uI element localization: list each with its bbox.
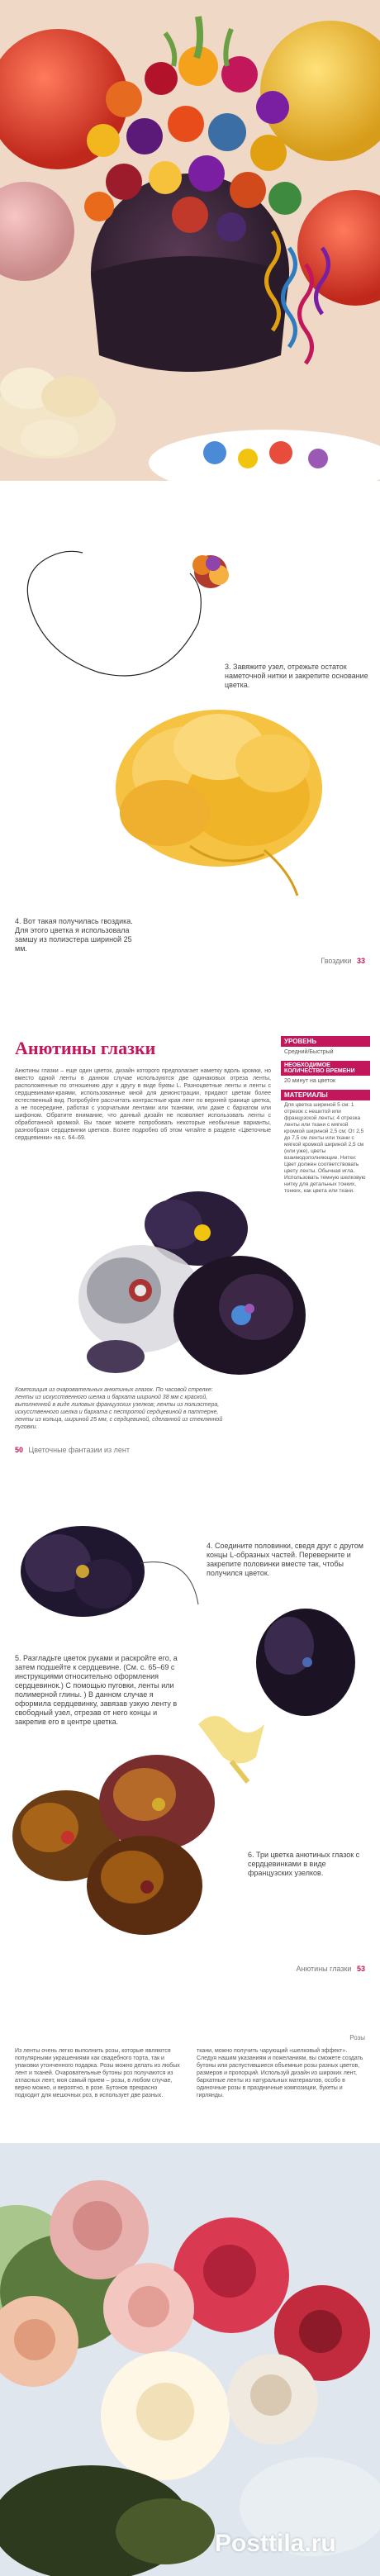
ribbon-knot <box>198 1716 264 1782</box>
page-pansies-steps <box>0 1522 380 1986</box>
roses-text-right: ткани, можно получить чарующий «шелковый эффект». Следуя нашим указаниям и пожеланиям, вы сможете создать бутоны или распустившиеся объемные розы разных цветов, размеров и пропорций. Используй дизайн из широких лент, бархатные ленты из натуральных материалов, особо в одиночные розы в праздничные композиции, букеты и гирлянды. <box>197 2048 363 2098</box>
pansy-step-4-flower <box>21 1526 198 1617</box>
footer-label: Цветочные фантазии из лент <box>28 1446 131 1454</box>
pansy-step-5-flower <box>256 1609 355 1716</box>
step-4-text: 4. Вот такая получилась гвоздика. Для этого цветка я использовала замшу из полиэстера шириной 25 мм. <box>15 917 133 953</box>
step-3-text: 3. Завяжите узел, отрежьте остаток наметочной нитки и закрепите основание цветка. <box>225 663 368 689</box>
page-gap <box>0 481 380 524</box>
sidebar-materials-value: Для цветка шириной 5 см: 1 отрезок с нешитой или французской ленты; 4 отрезка ленты или ткани с мягкой кромкой шириной 2,5 см; От 2,5 до 7,5 см ленты или ткани с мягкой кромкой шириной 2,5 см (или уже), цветы взаимодополняющие. Нитки: Цвет должен соответствовать цвету ленты. Обычная игла. Использовать темную шелковую нитку для детальных тонких, тонких, как цвета или ткани. <box>284 1102 366 1194</box>
small-carnation-flower <box>192 555 229 588</box>
page-pansies-intro <box>0 1018 380 1467</box>
page-roses <box>0 2027 380 2576</box>
watermark: Posttila.ru <box>215 2530 336 2557</box>
page-number: 53 <box>356 1965 365 1973</box>
step-6-text: 6. Три цветка анютиных глазок с сердцевинками в виде французских узелков. <box>248 1851 360 1877</box>
page-title: Анютины глазки <box>15 1038 156 1058</box>
intro-paragraph: Анютины глазки – еще один цветок, дизайн которого предполагает наметку вдоль кромки, но вместо одной ленты в данном случае используются две одинаковых отреза ленты, расположенные по отношению друг к другу в виде буквы L. Разноцветные ленты и ленты с сердцевинами-краями, использованные мной для демонстрации, придают цветам более естественный вид. Попробуйте рассчитать контрастные края лент по верхней границе цветка, а не посередине, работая с узорчатыми лентами или тканями, или даже с бархатом или шифоном. Обратите внимание, что данный дизайн не позволяет использовать ленты с обработанной кромкой. Вы также можете попробовать некоторые необычные варианты, разнообразя сердцевинки цветков. Более подробно об этом читайте в разделе «Цветочные сердцевинки» на с. 64–69. <box>15 1068 271 1141</box>
footer-label: Анютины глазки <box>296 1965 352 1973</box>
step-5-text: 5. Разгладьте цветок руками и раскройте его, а затем подшейте к сердцевине. (См. с. 65–69 с инструкциями относительно оформления сердцевинок.) С помощью пуговки, ленты или полимерной глины. ) В данном случае я оформила сердцевинку, завязав узкую ленту в свободный узел, отрезав от него концы и закрепив его в центре цветка. <box>15 1654 178 1726</box>
photo-caption: Композиция из очаровательных анютиных глазок. По часовой стрелке: ленты из искусственного шелка и бархата шириной 38 мм с краской, выполненной в виде лиловых французских узелков; ленты из полиэстера, искусственного шелка и бархата с пестротой сердцевиной в паттерне, ленты из кольца, шириной 25 мм, с сердцевиной, сделанной из стеклянной пуговки. <box>15 1387 223 1430</box>
page-carnation <box>0 524 380 980</box>
page-gap <box>0 1467 380 1522</box>
info-sidebar <box>281 1036 370 1196</box>
roses-photo <box>0 2143 380 2576</box>
sidebar-level-value: Средний/Быстрый <box>284 1049 334 1055</box>
page-footer <box>297 1965 365 1973</box>
page-gap <box>0 980 380 1018</box>
sidebar-time-label: НЕОБХОДИМОЕ КОЛИЧЕСТВО ВРЕМЕНИ <box>281 1061 370 1076</box>
pansies-photo <box>66 1191 314 1381</box>
carnation-illustrations <box>0 524 380 980</box>
page-header-label: Розы <box>349 2034 365 2041</box>
page-number: 50 <box>15 1446 24 1454</box>
sidebar-level-label: УРОВЕНЬ <box>281 1036 370 1047</box>
bouquet-photo <box>0 0 380 481</box>
photo-page-bouquet <box>0 0 380 481</box>
step-4-text: 4. Соедините половинки, сведя друг с другом концы L-образных частей. Переверните и закрепите половинки вместе так, чтобы получился цветок. <box>207 1542 363 1577</box>
page-footer <box>321 957 365 965</box>
footer-label: Гвоздики <box>321 957 352 965</box>
roses-text-left: Из ленты очень легко выполнить розы, которые являются популярными украшениями как свадебного торта, так и упаковки утонченного подарка. Розы можно делать из любых лент и тканей. Очаровательные бутоны роз получаются из атласных лент, моя самый прием – розы, в любом случае, верно можно, и вероятно, в розе. Бутонов прекрасно подходит для мешочных роз, в использует две разных. <box>15 2048 180 2098</box>
sidebar-materials-label: МАТЕРИАЛЫ <box>281 1090 370 1100</box>
pansy-steps-illustrations <box>0 1522 380 1986</box>
large-carnation-flower <box>116 710 322 896</box>
sidebar-time-value: 20 минут на цветок <box>284 1078 336 1084</box>
page-gap <box>0 1986 380 2027</box>
three-pansies <box>12 1755 215 1935</box>
page-footer <box>15 1446 130 1454</box>
page-number: 33 <box>356 957 365 965</box>
